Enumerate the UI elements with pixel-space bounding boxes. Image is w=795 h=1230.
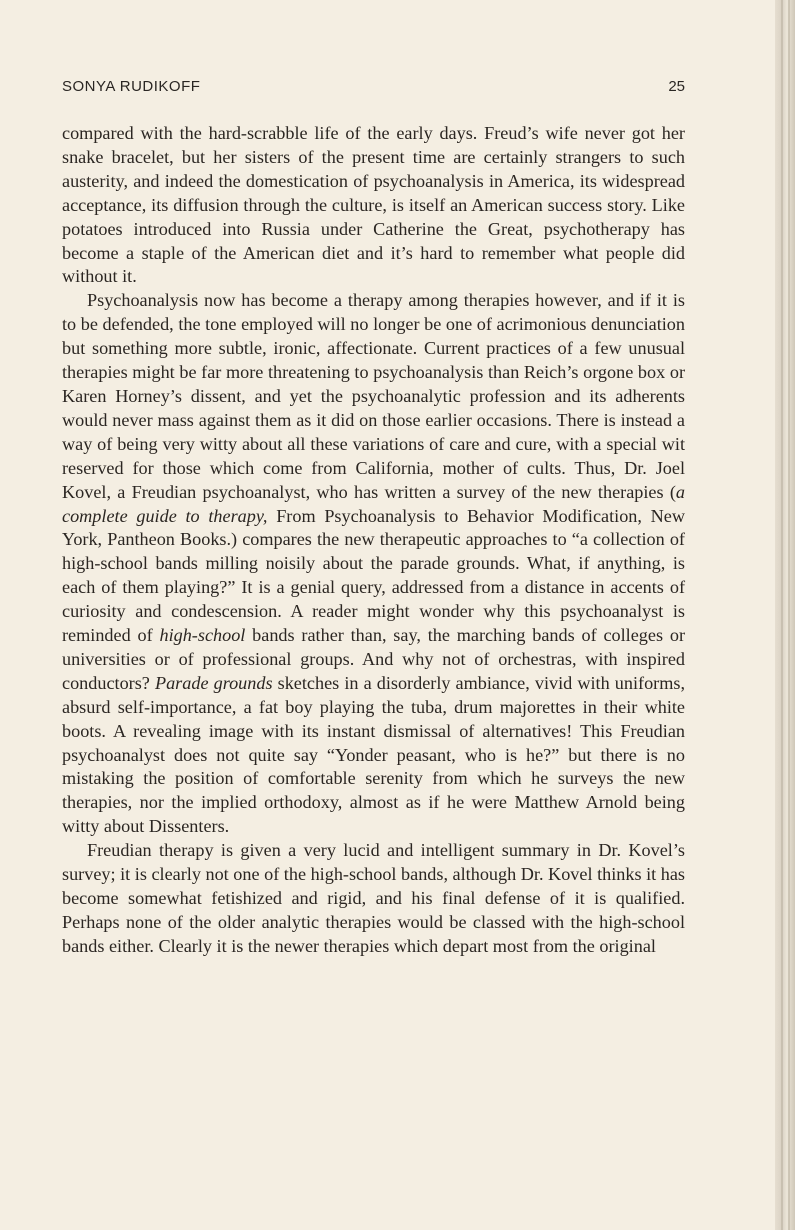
paragraph-1 [62, 122, 685, 289]
page-number: 25 [668, 78, 685, 95]
paragraph-3 [62, 839, 685, 959]
page-header [62, 78, 685, 102]
text-run: Psychoanalysis now has become a therapy among therapies however, and if it is to be defended, the tone employed will no longer be one of acrimonious denunciation but something more subtle, ironic, affectionate. Current practices of a few unusual therapies might be far more threatening to psychoanalysis than Reich’s orgone box or Karen Horney’s dissent, and yet the psychoanalytic profession and its adherents would never mass against them as it did on those earlier occasions. There is instead a way of being very witty about all these variations of care and cure, with a special wit reserved for those which come from California, mother of cults. Thus, Dr. Joel Kovel, a Freudian psychoanalyst, who has written a survey of the new therapies ( [62, 290, 685, 502]
text-run: From Psychoanalysis to Behavior Modification, New York, Pantheon Books.) compares the new therapeutic approaches to “a collection of high-school bands milling noisily about the parade grounds. What, if anything, is each of them playing?” It is a genial query, addressed from a distance in accents of curiosity and condescension. A reader might wonder why this psychoanalyst is reminded of [62, 505, 685, 646]
text-run: sketches in a disorderly ambiance, vivid with uniforms, absurd self-importance, a fat boy playing the tuba, drum majorettes in their white boots. A revealing image with its instant dismissal of alternatives! This Freudian psychoanalyst does not quite say “Yonder peasant, who is he?” but there is no mistaking the position of comfortable serenity from which he surveys the new therapies, nor the implied orthodoxy, almost as if he were Matthew Arnold being witty about Dissenters. [62, 672, 685, 837]
italic-text-run: Parade grounds [154, 672, 273, 693]
text-run: bands rather than, say, the marching bands of colleges or universities or of professional groups. And why not of orchestras, with inspired conductors? [62, 625, 685, 693]
paragraph-2 [62, 289, 685, 839]
page-edge [775, 0, 795, 1230]
text-run: Freudian therapy is given a very lucid and intelligent summary in Dr. Kovel’s survey; it is clearly not one of the high-school bands, although Dr. Kovel thinks it has become somewhat fetishized and rigid, and his final defense of it is qualified. Perhaps none of the older analytic therapies would be classed with the high-school bands either. Clearly it is the newer therapies which depart most from the original [62, 840, 685, 956]
body-text [62, 122, 685, 959]
italic-text-run: a complete guide to therapy, [62, 481, 685, 526]
text-run: compared with the hard-scrabble life of the early days. Freud’s wife never got her snake bracelet, but her sisters of the present time are certainly strangers to such austerity, and indeed the domestication of psychoanalysis in America, its widespread acceptance, its diffusion through the culture, is itself an American success story. Like potatoes introduced into Russia under Catherine the Great, psychotherapy has become a staple of the American diet and it’s hard to remember what people did without it. [62, 123, 685, 287]
running-head: SONYA RUDIKOFF [62, 78, 201, 95]
italic-text-run: high-school [159, 625, 246, 646]
